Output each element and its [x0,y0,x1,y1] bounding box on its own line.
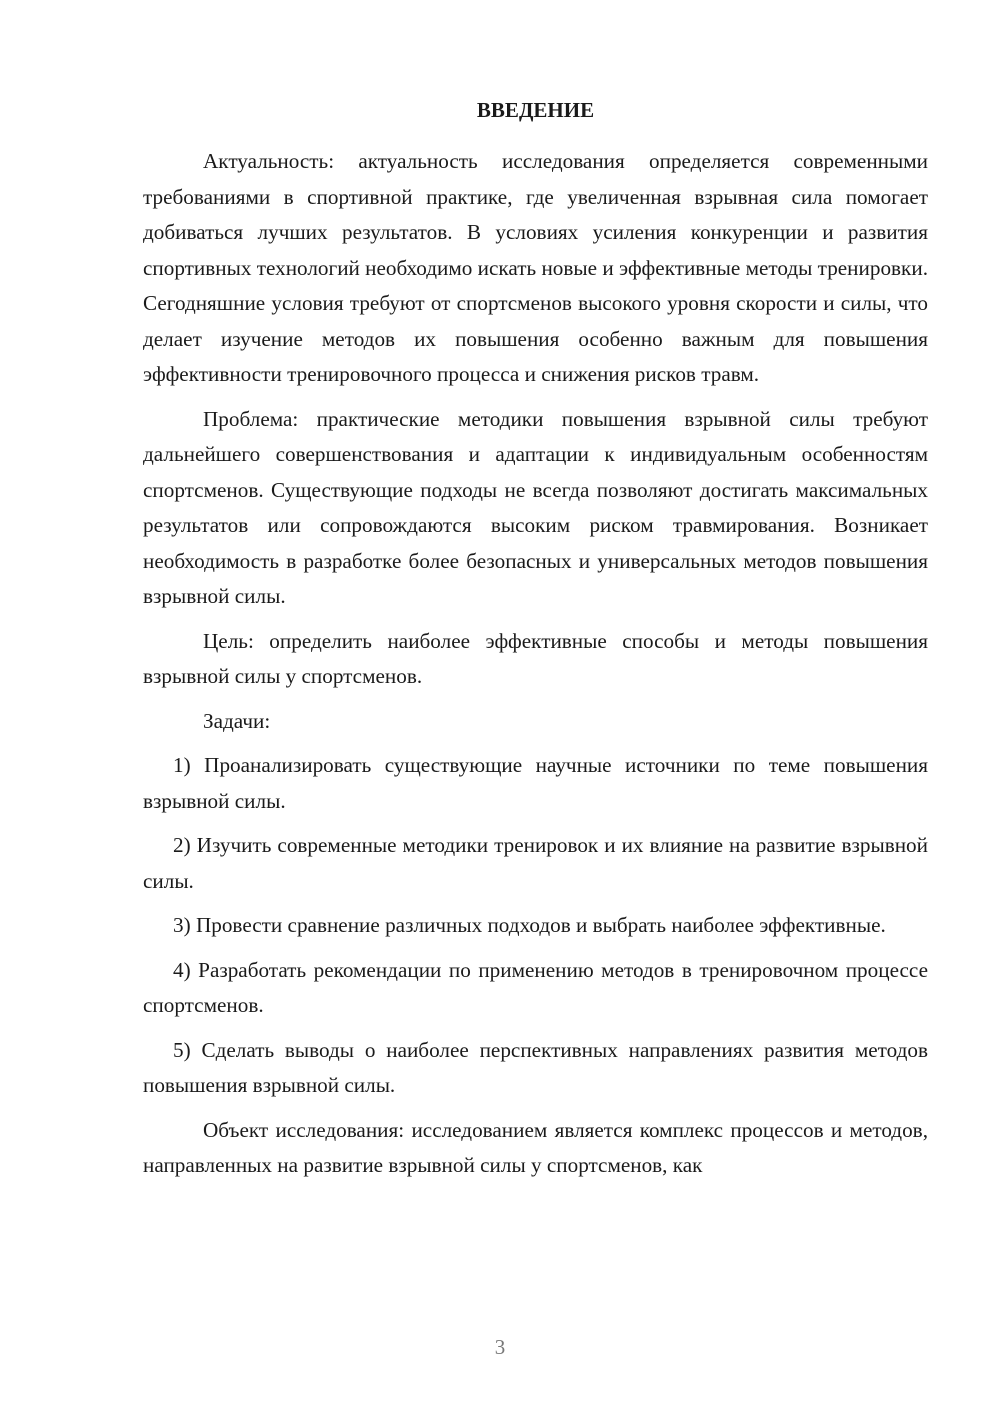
goal-paragraph: Цель: определить наиболее эффективные способы и методы повышения взрывной силы у спортсменов. [143,628,928,688]
problem-paragraph: Проблема: практические методики повышения взрывной силы требуют дальнейшего совершенствования и адаптации к индивидуальным особенностям спортсменов. Существующие подходы не всегда позволяют достигать максимальных результатов или сопровождаются высоким риском травмирования. Возникает необходимость в разработке более безопасных и универсальных методов повышения взрывной силы. [143,406,928,608]
task-item-4: 4) Разработать рекомендации по применению методов в тренировочном процессе спортсменов. [143,957,928,1017]
document-page [143,92,928,1184]
task-item-5: 5) Сделать выводы о наиболее перспективных направлениях развития методов повышения взрывной силы. [143,1037,928,1097]
object-paragraph: Объект исследования: исследованием является комплекс процессов и методов, направленных на развитие взрывной силы у спортсменов, как [143,1117,928,1177]
page-number: 3 [494,1335,506,1359]
relevance-paragraph: Актуальность: актуальность исследования определяется современными требованиями в спортивной практике, где увеличенная взрывная сила помогает добиваться лучших результатов. В условиях усиления конкуренции и развития спортивных технологий необходимо искать новые и эффективные методы тренировки. Сегодняшние условия требуют от спортсменов высокого уровня скорости и силы, что делает изучение методов их повышения особенно важным для повышения эффективности тренировочного процесса и снижения рисков травм. [143,149,928,386]
tasks-heading: Задачи: [203,708,271,733]
task-item-3: 3) Провести сравнение различных подходов и выбрать наиболее эффективные. [173,913,886,937]
section-title: ВВЕДЕНИЕ [476,98,595,122]
task-item-2: 2) Изучить современные методики тренировок и их влияние на развитие взрывной силы. [143,833,928,893]
task-item-1: 1) Проанализировать существующие научные источники по теме повышения взрывной силы. [143,753,928,813]
